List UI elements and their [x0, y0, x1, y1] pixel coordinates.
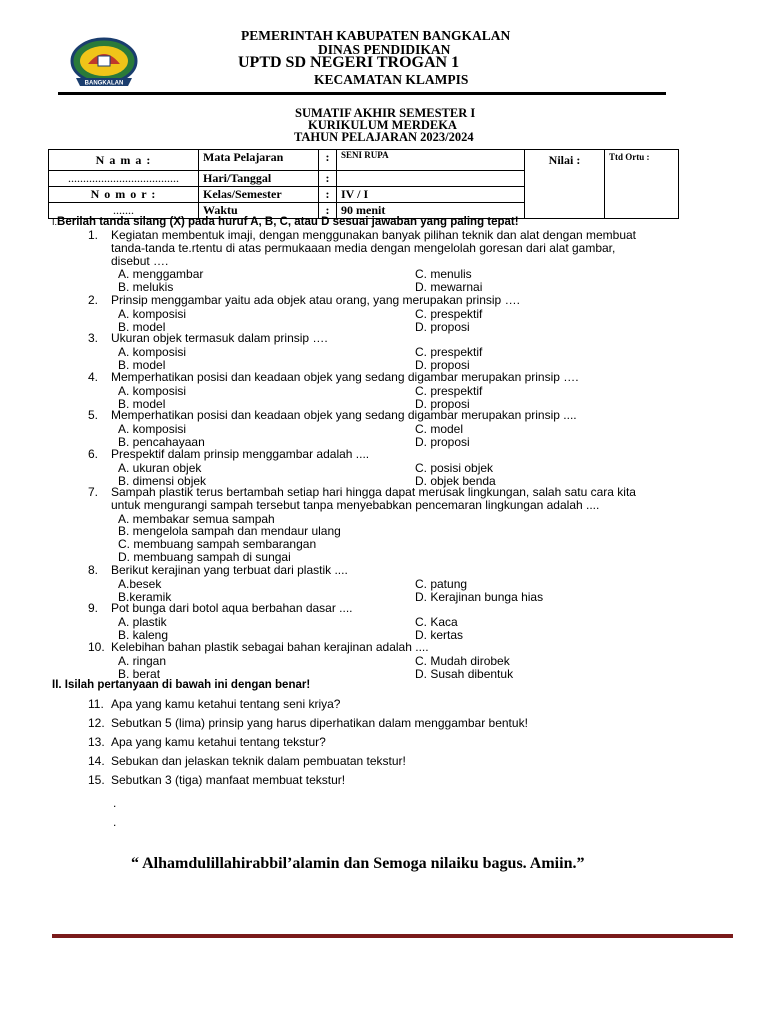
option-d[interactable]: D. proposi	[415, 319, 470, 334]
option-c[interactable]: C. model	[415, 421, 464, 436]
question-number: 10.	[88, 640, 105, 654]
question-text: Prinsip menggambar yaitu ada objek atau orang, yang merupakan prinsip ….	[111, 293, 520, 307]
date-value[interactable]	[337, 171, 525, 187]
essay-number: 12.	[88, 716, 105, 730]
bangkalan-regency-emblem	[58, 34, 152, 92]
header-department: DINAS PENDIDIKAN	[318, 42, 451, 57]
question-text: untuk mengurangi sampah tersebut tanpa menyebabkan pencemaran lingkungan adalah ....	[111, 497, 600, 512]
option-a[interactable]: A.besek	[118, 576, 162, 591]
option-a[interactable]: A. menggambar	[118, 267, 204, 282]
essay-question-text: Apa yang kamu ketahui tentang seni kriya?	[111, 697, 341, 711]
section-1-title: I.Berilah tanda silang (X) pada huruf A, B, C, atau D sesuai jawaban yang paling tepat!	[52, 216, 519, 228]
exam-curriculum: KURIKULUM MERDEKA	[308, 118, 457, 132]
continuation-dot: .	[113, 815, 117, 829]
header-rule	[58, 92, 666, 95]
option-c[interactable]: C. posisi objek	[415, 460, 494, 475]
option-c[interactable]: C. menulis	[415, 267, 472, 282]
essay-question-text: Apa yang kamu ketahui tentang tekstur?	[111, 735, 326, 749]
number-label: N o m o r :	[49, 187, 199, 203]
essay-question-text: Sebutkan 3 (tiga) manfaat membuat tekstur!	[111, 773, 346, 787]
option-c[interactable]: C. prespektif	[415, 383, 483, 398]
option-a[interactable]: A. ringan	[118, 653, 167, 668]
section-2-title: II. Isilah pertanyaan di bawah ini dengan benar!	[52, 679, 311, 691]
option-b[interactable]: B. melukis	[118, 280, 174, 295]
question-number: 4.	[88, 370, 99, 384]
option-d[interactable]: D. mewarnai	[415, 280, 483, 295]
header-district: KECAMATAN KLAMPIS	[314, 72, 469, 87]
exam-year: TAHUN PELAJARAN 2023/2024	[294, 130, 474, 144]
logo-label: BANGKALAN	[84, 80, 124, 87]
number-field[interactable]: .......	[49, 203, 199, 219]
option-c[interactable]: C. patung	[415, 576, 468, 591]
essay-number: 13.	[88, 735, 105, 749]
score-label: Nilai :	[548, 153, 581, 167]
essay-question-text: Sebutkan 5 (lima) prinsip yang harus diperhatikan dalam menggambar bentuk!	[111, 716, 528, 730]
time-colon: :	[319, 203, 337, 219]
question-number: 7.	[88, 485, 99, 499]
class-label: Kelas/Semester	[199, 187, 319, 203]
question-text: tanda-tanda te.rtentu di atas permukaaan media dengan mengelolah goresan dari alat gambar,	[111, 240, 616, 255]
subject-colon: :	[319, 150, 337, 171]
header-school-name: UPTD SD NEGERI TROGAN 1	[238, 54, 460, 71]
closing-prayer: “ Alhamdulillahirabbil’alamin dan Semoga nilaiku bagus. Amiin.”	[131, 855, 585, 872]
option-d[interactable]: D. proposi	[415, 396, 470, 411]
date-label: Hari/Tanggal	[199, 171, 319, 187]
option-a[interactable]: A. komposisi	[118, 344, 187, 359]
time-value: 90 menit	[337, 203, 525, 219]
question-text: Pot bunga dari botol aqua berbahan dasar ....	[111, 601, 353, 615]
score-cell[interactable]	[525, 150, 605, 219]
question-number: 6.	[88, 447, 99, 461]
parent-signature-label: Ttd Ortu :	[609, 152, 650, 162]
option-a[interactable]: A. plastik	[118, 614, 167, 629]
option-c[interactable]: C. prespektif	[415, 344, 483, 359]
student-identity-table	[48, 149, 679, 219]
question-text: Sampah plastik terus bertambah setiap hari hingga dapat merusak lingkungan, salah satu cara kita	[111, 485, 636, 499]
essay-number: 15.	[88, 773, 105, 787]
subject-value: SENI RUPA	[337, 150, 525, 171]
option-d[interactable]: D. kertas	[415, 627, 464, 642]
option-c[interactable]: C. membuang sampah sembarangan	[118, 537, 317, 552]
essay-number: 14.	[88, 754, 105, 768]
option-b[interactable]: B. model	[118, 396, 166, 411]
question-text: Kegiatan membentuk imaji, dengan menggunakan banyak pilihan teknik dan alat dengan membuat	[111, 228, 637, 242]
option-c[interactable]: C. Kaca	[415, 614, 458, 629]
date-colon: :	[319, 171, 337, 187]
question-text: Memperhatikan posisi dan keadaan objek yang sedang digambar merupakan prinsip ....	[111, 408, 577, 422]
question-text: Berikut kerajinan yang terbuat dari plastik ....	[111, 563, 348, 577]
question-number: 2.	[88, 293, 99, 307]
question-number: 1.	[88, 228, 99, 242]
option-a[interactable]: A. komposisi	[118, 383, 187, 398]
option-b[interactable]: B. mengelola sampah dan mendaur ulang	[118, 524, 341, 539]
header-government: PEMERINTAH KABUPATEN BANGKALAN	[241, 28, 511, 43]
option-b[interactable]: B.keramik	[118, 589, 172, 604]
question-text: disebut ….	[111, 253, 169, 268]
class-value: IV / I	[337, 187, 525, 203]
option-b[interactable]: B. berat	[118, 666, 161, 681]
question-number: 5.	[88, 408, 99, 422]
name-label: N a m a :	[49, 150, 199, 171]
option-d[interactable]: D. Kerajinan bunga hias	[415, 589, 544, 604]
essay-number: 11.	[88, 697, 104, 711]
option-d[interactable]: D. proposi	[415, 357, 470, 372]
option-a[interactable]: A. ukuran objek	[118, 460, 202, 475]
essay-question-text: Sebukan dan jelaskan teknik dalam pembuatan tekstur!	[111, 754, 406, 768]
option-a[interactable]: A. komposisi	[118, 421, 187, 436]
parent-signature-cell[interactable]	[605, 150, 679, 219]
option-b[interactable]: B. model	[118, 319, 166, 334]
name-field[interactable]: .....................................	[49, 171, 199, 187]
option-a[interactable]: A. membakar semua sampah	[118, 511, 275, 526]
exam-title: SUMATIF AKHIR SEMESTER I	[295, 106, 476, 120]
question-number: 9.	[88, 601, 99, 615]
option-c[interactable]: C. prespektif	[415, 306, 483, 321]
footer-rule	[52, 934, 733, 938]
option-a[interactable]: A. komposisi	[118, 306, 187, 321]
option-b[interactable]: B. kaleng	[118, 627, 169, 642]
option-b[interactable]: B. model	[118, 357, 166, 372]
option-d[interactable]: D. membuang sampah di sungai	[118, 550, 291, 564]
question-text: Prespektif dalam prinsip menggambar adalah ....	[111, 447, 370, 461]
option-b[interactable]: B. dimensi objek	[118, 473, 207, 488]
time-label: Waktu	[199, 203, 319, 219]
question-text: Memperhatikan posisi dan keadaan objek yang sedang digambar merupakan prinsip ….	[111, 370, 579, 384]
option-c[interactable]: C. Mudah dirobek	[415, 653, 510, 668]
option-d[interactable]: D. objek benda	[415, 473, 496, 488]
question-text: Kelebihan bahan plastik sebagai bahan kerajinan adalah ....	[111, 640, 429, 654]
option-b[interactable]: B. pencahayaan	[118, 434, 205, 449]
question-text: Ukuran objek termasuk dalam prinsip ….	[111, 331, 328, 345]
continuation-dot: .	[113, 796, 117, 810]
question-number: 8.	[88, 563, 99, 577]
subject-label: Mata Pelajaran	[199, 150, 319, 171]
class-colon: :	[319, 187, 337, 203]
option-d[interactable]: D. proposi	[415, 434, 470, 449]
option-d[interactable]: D. Susah dibentuk	[415, 666, 514, 681]
question-number: 3.	[88, 331, 99, 345]
